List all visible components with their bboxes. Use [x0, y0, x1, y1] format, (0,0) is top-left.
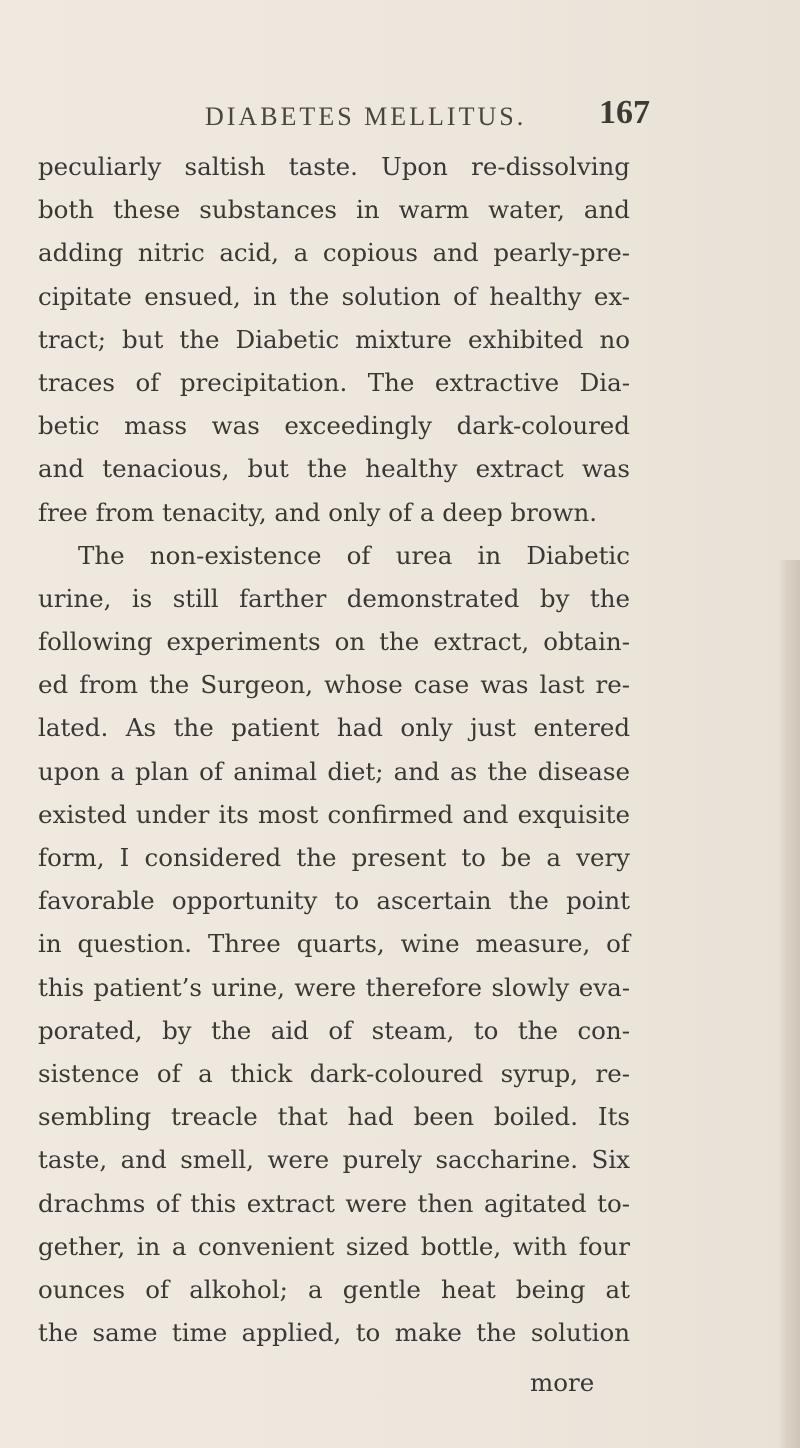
text-line: cipitate ensued, in the solution of healthy ex- — [38, 281, 630, 311]
text-line: porated, by the aid of steam, to the con- — [38, 1015, 630, 1045]
text-line: this patient’s urine, were therefore slowly eva- — [38, 972, 630, 1002]
page-number: 167 — [599, 94, 650, 131]
text-line: tract; but the Diabetic mixture exhibited no — [38, 324, 630, 354]
text-line: ounces of alkohol; a gentle heat being at — [38, 1274, 630, 1304]
text-line: The non-existence of urea in Diabetic — [78, 540, 630, 570]
text-line: adding nitric acid, a copious and pearly-pre- — [38, 238, 630, 268]
text-line: sembling treacle that had been boiled. Its — [38, 1102, 630, 1132]
text-line: ed from the Surgeon, whose case was last re- — [38, 670, 630, 700]
page-header — [205, 94, 650, 142]
text-line: betic mass was exceedingly dark-coloured — [38, 411, 630, 441]
catchword: more — [530, 1368, 595, 1397]
text-line: taste, and smell, were purely saccharine. Six — [38, 1145, 630, 1175]
text-line: drachms of this extract were then agitated to- — [38, 1188, 630, 1218]
text-line: form, I considered the present to be a very — [38, 843, 630, 872]
body-text — [38, 145, 630, 1354]
text-line: both these substances in warm water, and — [38, 195, 630, 225]
text-line: in question. Three quarts, wine measure, of — [38, 929, 630, 959]
text-line: lated. As the patient had only just entered — [38, 713, 630, 743]
text-line: gether, in a convenient sized bottle, with four — [38, 1231, 630, 1261]
running-head: DIABETES MELLITUS. — [205, 102, 527, 131]
text-line: upon a plan of animal diet; and as the disease — [38, 756, 630, 786]
text-line: peculiarly saltish taste. Upon re-dissolving — [38, 152, 630, 181]
text-line: following experiments on the extract, obtain- — [38, 627, 630, 657]
text-line: traces of precipitation. The extractive Dia- — [38, 367, 630, 397]
text-line: existed under its most confirmed and exquisite — [38, 799, 630, 829]
text-line: sistence of a thick dark-coloured syrup, re- — [38, 1058, 630, 1088]
text-line: urine, is still farther demonstrated by the — [38, 583, 630, 613]
text-line: free from tenacity, and only of a deep brown. — [38, 497, 598, 527]
text-line: favorable opportunity to ascertain the point — [38, 886, 630, 916]
text-line: the same time applied, to make the solution — [38, 1318, 630, 1348]
text-line: and tenacious, but the healthy extract was — [38, 454, 630, 484]
page-edge — [778, 560, 800, 1448]
